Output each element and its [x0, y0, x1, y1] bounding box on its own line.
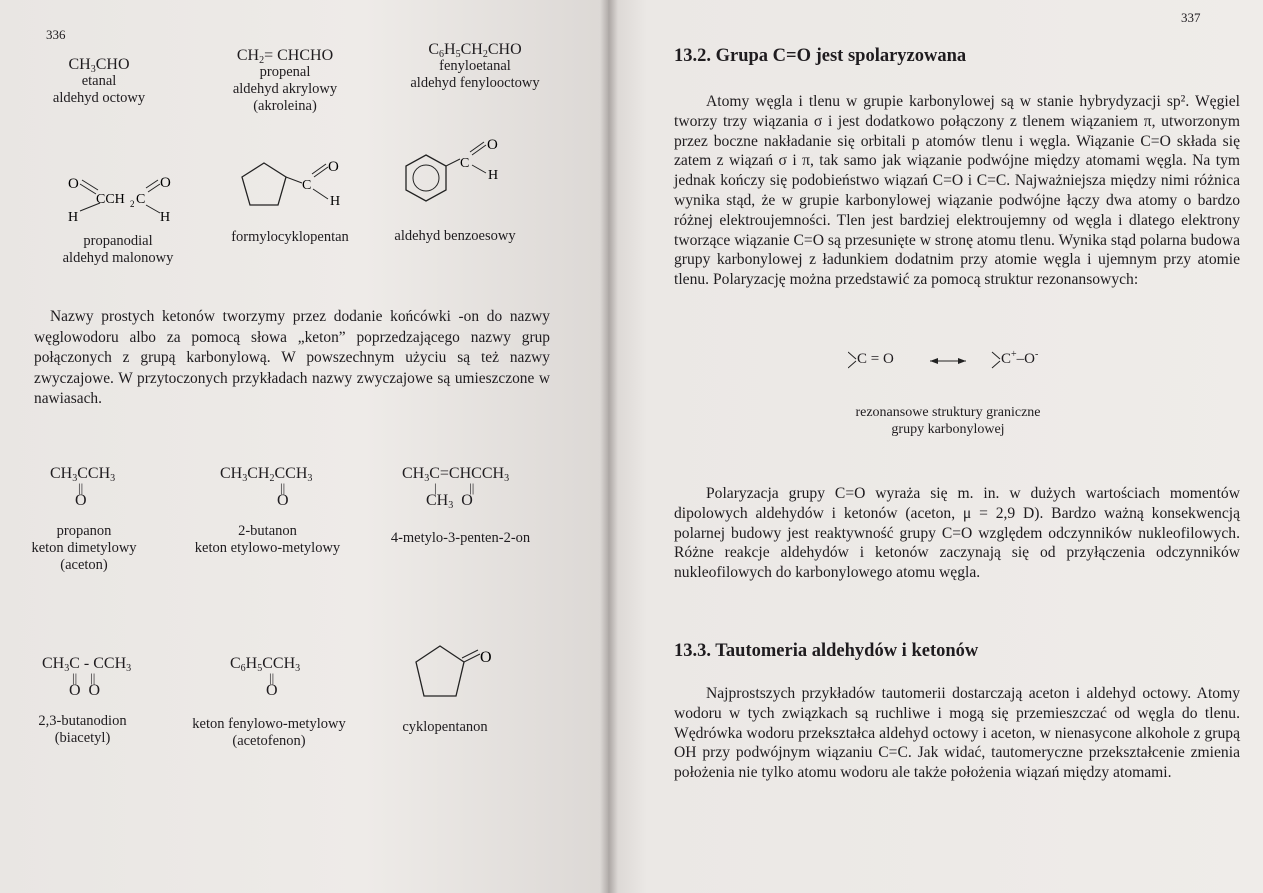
- caption-propanon: [20, 523, 148, 574]
- name-acetofenon: keton fenylowo-metylowy: [192, 716, 346, 732]
- ketone-naming-paragraph: Nazwy prostych ketonów tworzymy przez dodanie końcówki -on do nazwy węglowodoru albo za pomocą słowa „keton” poprzedzającego nazwy grup połączonych z grupą karbonylową. W powszechnym użyciu są też nazwy zwyczajowe. W przytoczonych przykładach nazwy zwyczajowe są umieszczone w nawiasach.: [34, 308, 550, 407]
- resonance-right: C+–O-: [1001, 349, 1039, 367]
- svg-text:H: H: [330, 194, 341, 209]
- section-13-2-paragraph-1: Atomy węgla i tlenu w grupie karbonylowej są w stanie hybrydyzacji sp². Węgiel tworzy trzy wiązania σ i jest dodatkowo połączony z tlenem wiązaniem π, utworzonym przez boczne nakładanie się orbitali p atomów tlenu i węgla. Wiązanie C=O składa się zatem z wiązań σ i π, tak samo jak wiązanie podwójne między atomami węgla. Na tym jednak kończy się podobieństwo wiązań C=O i C=C. Najważniejsza między nimi różnica wynika stąd, że w grupie karbonylowej wiązanie podwójne łączy dwa atomy o bardzo różnej elektroujemności. Tlen jest bardziej elektroujemny od węgla i dlatego elektrony tworzące wiązanie C=O są przesunięte w stronę atomu tlenu. Wynika stąd polarna budowa grupy karbonylowej z ładunkiem dodatnim przy atomie węgla i ujemnym przy atomie tlenu. Polaryzację można przedstawić za pomocą struktur rezonansowych:: [674, 93, 1240, 289]
- svg-text:O: O: [68, 176, 79, 192]
- structure-acetofenon: $C_6H_5CCH_3$ || O: [230, 655, 301, 699]
- resonance-left: C = O: [857, 351, 894, 367]
- svg-text:H: H: [160, 210, 171, 225]
- name-4-metylo-3-penten-2-on: 4-metylo-3-penten-2-on: [390, 530, 531, 546]
- name-2-butanon: 2-butanon: [238, 523, 297, 539]
- name-formylocyklopentan: formylocyklopentan: [231, 229, 349, 245]
- resonance-structures: [848, 346, 1098, 376]
- name-propenal: propenal: [259, 64, 311, 80]
- name-cyklopentanon: cyklopentanon: [402, 719, 488, 735]
- svg-text:C: C: [136, 192, 146, 207]
- svg-text:CCH: CCH: [96, 192, 125, 207]
- extra-propanon: (aceton): [60, 557, 108, 573]
- structure-2-butanon: $CH_3CH_2CCH_3$ || O: [220, 465, 313, 509]
- compound-etanal: [40, 56, 158, 107]
- extra-2-3-butanodion: (biacetyl): [54, 730, 111, 746]
- common-name-fenyloetanal: aldehyd fenylooctowy: [410, 75, 540, 91]
- svg-text:C: C: [460, 156, 470, 171]
- svg-text:O: O: [480, 649, 492, 666]
- svg-text:H: H: [488, 168, 499, 183]
- caption-propanodial: [48, 233, 188, 267]
- structure-propanodial: [60, 165, 190, 225]
- svg-text:O: O: [487, 137, 498, 153]
- common-name-2-butanon: keton etylowo-metylowy: [194, 540, 341, 556]
- structure-4-metylo-3-penten-2-on: $CH_3C=CHCCH_3$ | || $CH_3$ O: [402, 465, 510, 511]
- page-number-left: 336: [46, 27, 66, 42]
- resonance-caption: [818, 404, 1078, 438]
- structure-cyklopentanon: [412, 640, 502, 708]
- structure-propanon: $CH_3CCH_3$ || O: [50, 465, 116, 509]
- resonance-caption-line-2: grupy karbonylowej: [891, 422, 1005, 437]
- extra-acetofenon: (acetofenon): [232, 733, 306, 749]
- left-page: [0, 0, 608, 893]
- structure-2-3-butanodion: $CH_3C - CCH_3$ || || O O: [42, 655, 132, 699]
- name-propanodial: propanodial: [83, 233, 153, 249]
- formula-fenyloetanal: $C_6H_5CH_2CHO$: [428, 41, 522, 60]
- compound-fenyloetanal: [395, 41, 555, 92]
- name-etanal: etanal: [81, 73, 117, 89]
- resonance-caption-line-1: rezonansowe struktury graniczne: [855, 405, 1041, 420]
- structure-benzaldehyd: [400, 135, 530, 205]
- extra-propenal: (akroleina): [253, 98, 317, 114]
- book-gutter: [600, 0, 618, 893]
- svg-text:2: 2: [130, 199, 135, 209]
- right-page: [608, 0, 1263, 893]
- caption-2-3-butanodion: [20, 713, 145, 747]
- name-propanon: propanon: [56, 523, 112, 539]
- svg-text:O: O: [160, 175, 171, 191]
- section-13-2-paragraph-2: Polaryzacja grupy C=O wyraża się m. in. w dużych wartościach momentów dipolowych aldehydów i ketonów (aceton, μ = 2,9 D). Bardzo ważną konsekwencją polarnej budowy jest reaktywność grupy C=O względem odczynników nukleofilowych. Różne reakcje aldehydów i ketonów zaczynają się od przyłączenia odczynników nukleofilowych do karbonylowego atomu węgla.: [674, 485, 1240, 582]
- common-name-propanodial: aldehyd malonowy: [62, 250, 174, 266]
- page-number-right: 337: [1181, 10, 1201, 25]
- svg-text:C: C: [302, 178, 312, 193]
- section-title-13-3: 13.3. Tautomeria aldehydów i ketonów: [674, 641, 979, 661]
- section-13-3-paragraph-1: Najprostszych przykładów tautomerii dostarczają aceton i aldehyd octowy. Atomy wodoru w tych związkach są ruchliwe i mogą się przemieszczać od węgla do tlenu. Wędrówka wodoru przekształca aldehyd octowy i aceton, w nienasycone alkohole z grupą OH przy podwójnym wiązaniu C=C. Jak widać, tautomeryczne przekształcenie zmienia położenia nie tylko atomu wodoru ale także położenia wiązań między atomami.: [674, 685, 1240, 782]
- section-title-13-2: 13.2. Grupa C=O jest spolaryzowana: [674, 46, 967, 66]
- svg-text:O: O: [328, 159, 339, 175]
- formula-propenal: $CH_2=$ CHCHO: [236, 47, 334, 66]
- name-benzaldehyd: aldehyd benzoesowy: [394, 228, 516, 244]
- common-name-propenal: aldehyd akrylowy: [232, 81, 338, 97]
- svg-text:H: H: [68, 210, 79, 225]
- formula-etanal: $CH_3CHO$: [68, 56, 130, 75]
- caption-acetofenon: [186, 716, 352, 750]
- name-fenyloetanal: fenyloetanal: [439, 58, 511, 74]
- common-name-etanal: aldehyd octowy: [52, 90, 146, 106]
- common-name-propanon: keton dimetylowy: [31, 540, 137, 556]
- caption-2-butanon: [190, 523, 345, 557]
- compound-propenal: [215, 47, 355, 115]
- name-2-3-butanodion: 2,3-butanodion: [38, 713, 127, 729]
- structure-formylocyklopentan: [236, 155, 366, 215]
